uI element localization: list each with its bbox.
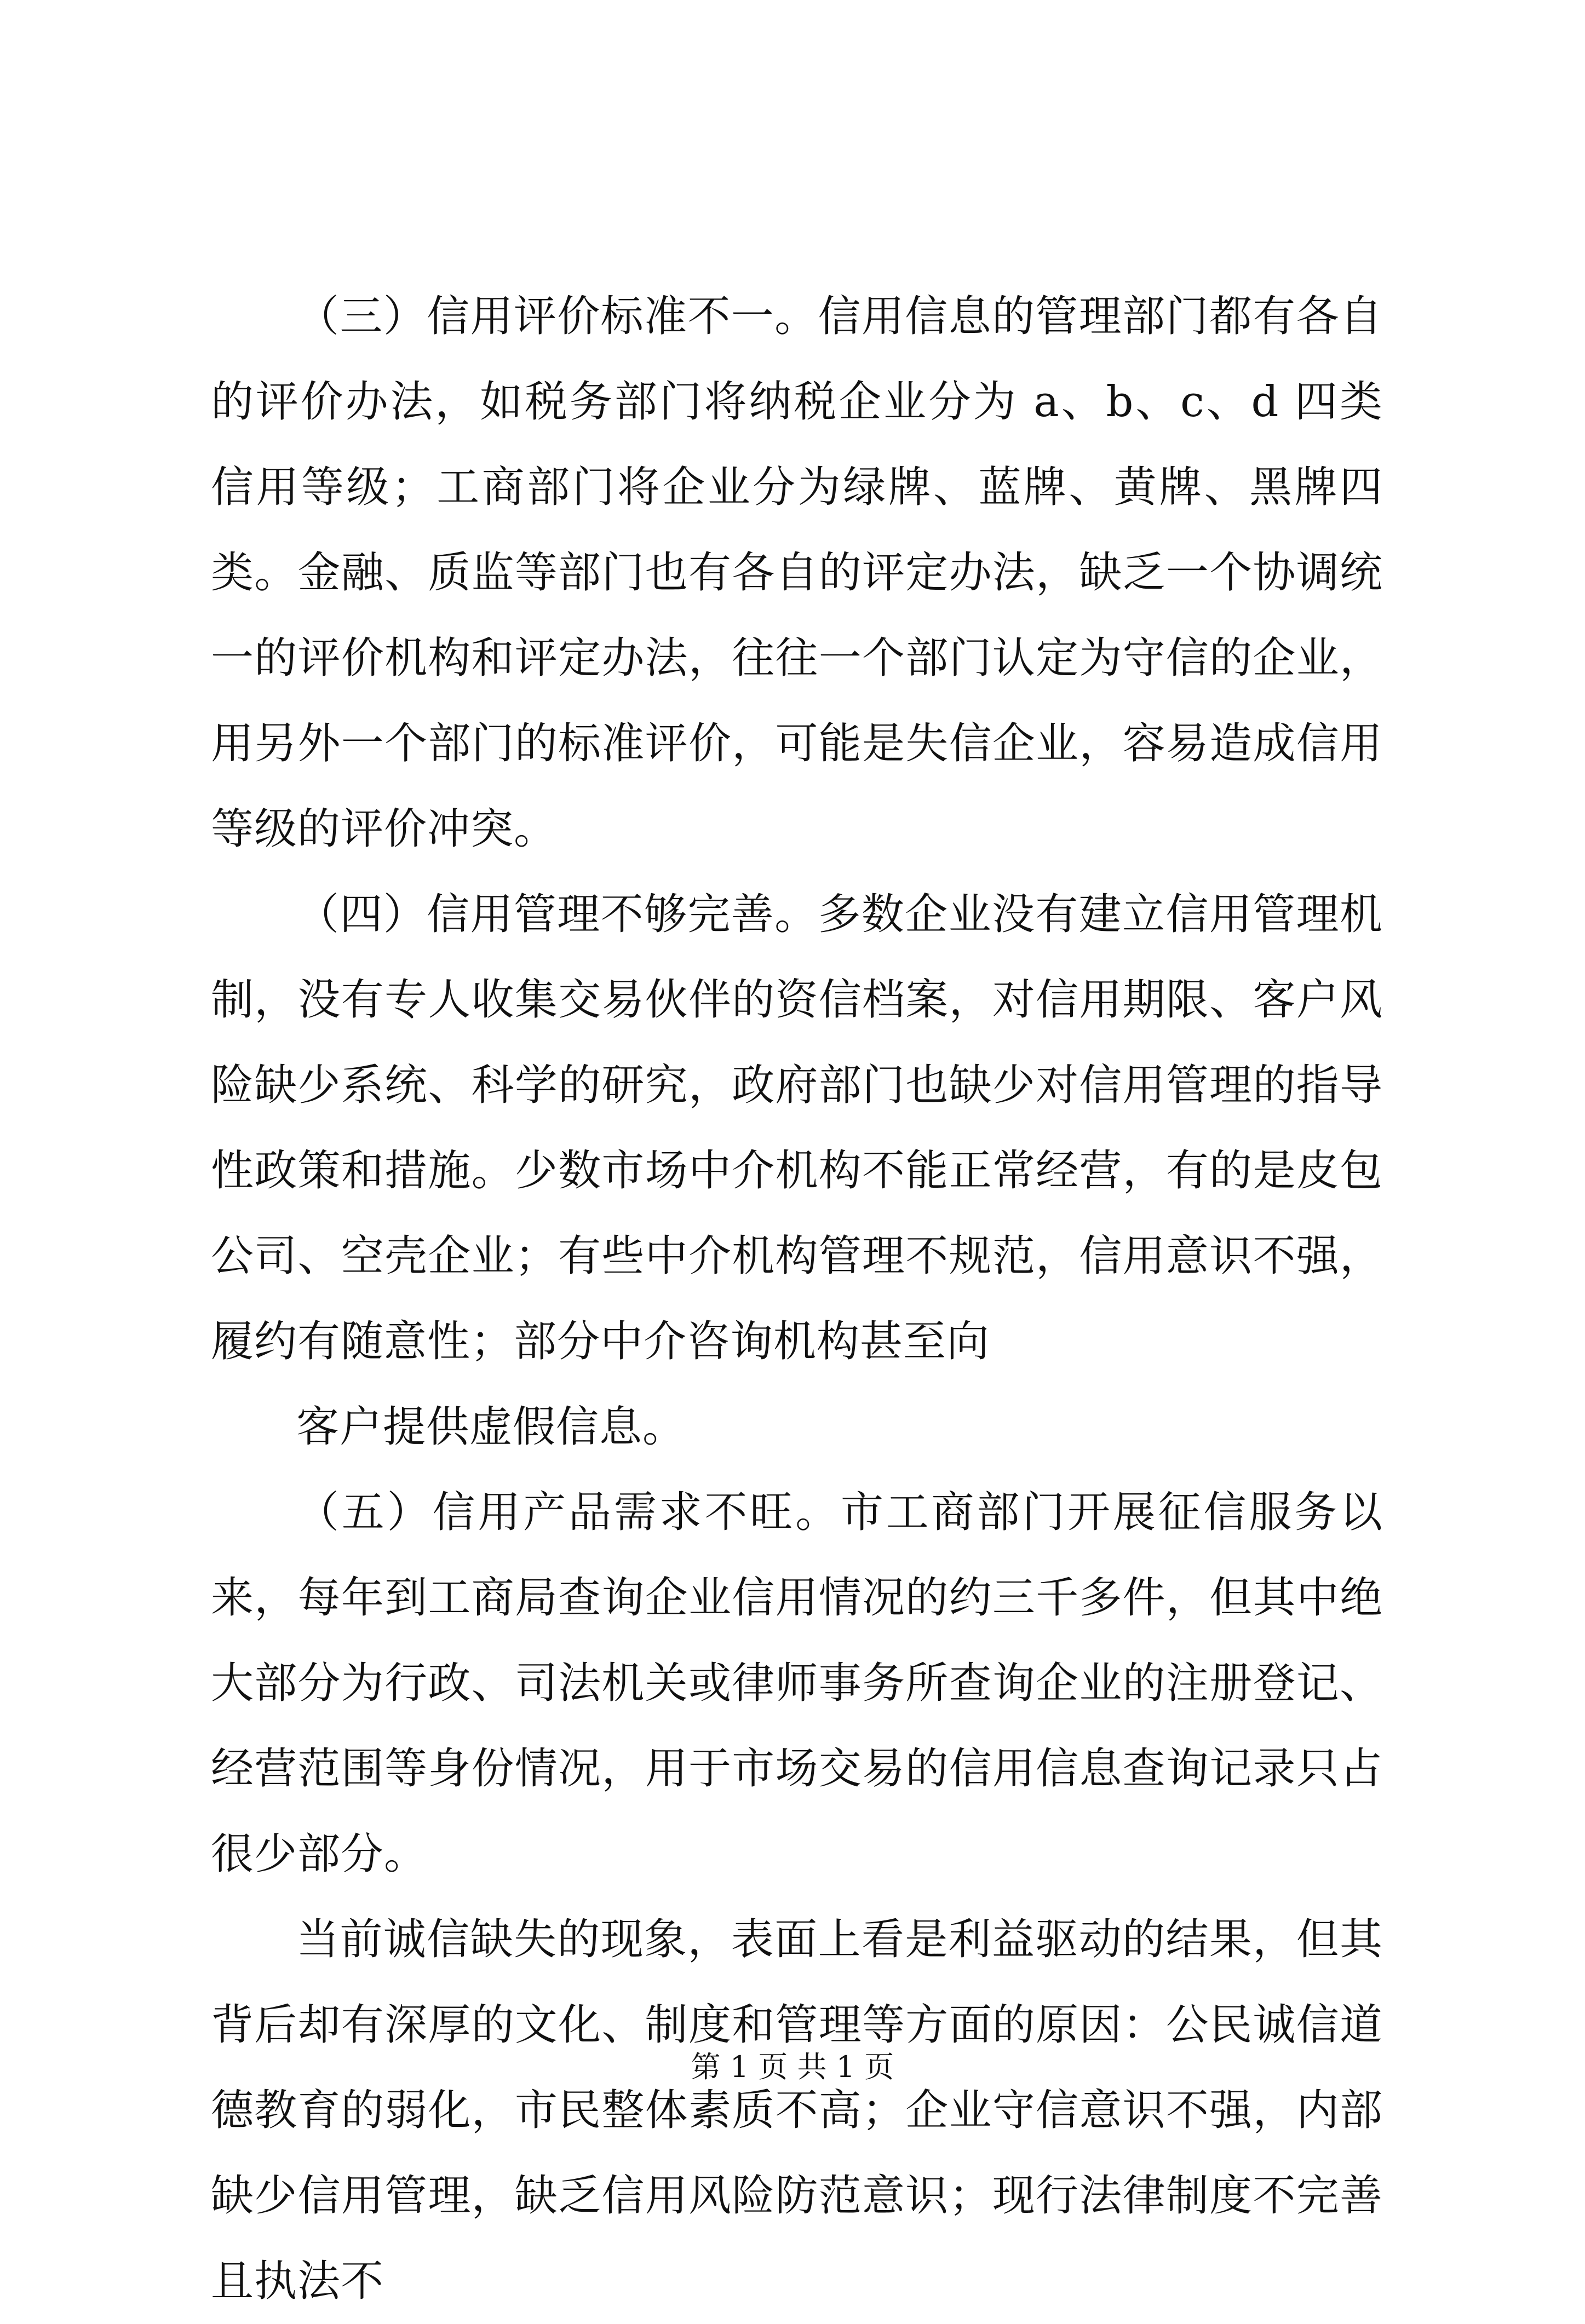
paragraph-false-information: 客户提供虚假信息。 bbox=[296, 1402, 686, 1452]
paragraph-integrity-causes: 当前诚信缺失的现象，表面上看是利益驱动的结果，但其背后却有深厚的文化、制度和管理等方面的原因：公民诚信道德教育的弱化，市民整体素质不高；企业守信意识不强，内部缺少信用管理，缺乏信用风险防范意识；现行法律制度不完善且执法不 bbox=[211, 1915, 1383, 2306]
paragraph-credit-management: （四）信用管理不够完善。多数企业没有建立信用管理机制，没有专人收集交易伙伴的资信档案，对信用期限、客户风险缺少系统、科学的研究，政府部门也缺少对信用管理的指导性政策和措施。少数市场中介机构不能正常经营，有的是皮包公司、空壳企业；有些中介机构管理不规范，信用意识不强，履约有随意性；部分中介咨询机构甚至向 bbox=[211, 890, 1383, 1366]
paragraph-credit-demand: （五）信用产品需求不旺。市工商部门开展征信服务以来，每年到工商局查询企业信用情况的约三千多件，但其中绝大部分为行政、司法机关或律师事务所查询企业的注册登记、经营范围等身份情况，用于市场交易的信用信息查询记录只占很少部分。 bbox=[211, 1488, 1383, 1879]
document-body bbox=[211, 274, 1383, 2324]
page-number-footer: 第 1 页 共 1 页 bbox=[691, 2050, 894, 2084]
paragraph-credit-evaluation: （三）信用评价标准不一。信用信息的管理部门都有各自的评价办法，如税务部门将纳税企业分为 a、b、c、d 四类信用等级；工商部门将企业分为绿牌、蓝牌、黄牌、黑牌四类。金融、质监等部门也有各自的评定办法，缺乏一个协调统一的评价机构和评定办法，往往一个部门认定为守信的企业，用另外一个部门的标准评价，可能是失信企业，容易造成信用等级的评价冲突。 bbox=[211, 292, 1383, 854]
